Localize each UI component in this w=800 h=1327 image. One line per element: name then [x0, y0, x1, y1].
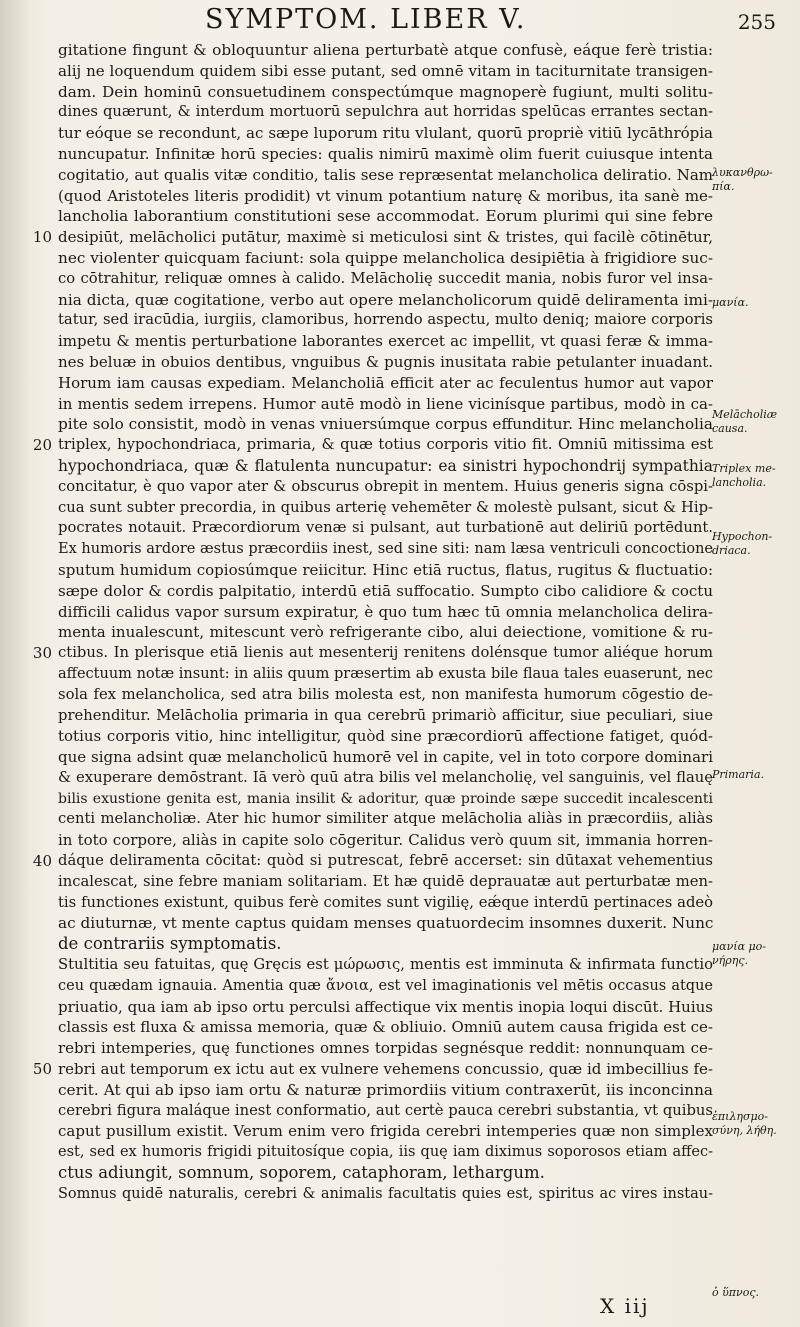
line-text: desipiūt, melācholici putātur, maximè si meticulosi sint & tristes, qui facilè cōtinētur, — [58, 228, 713, 247]
line-text: dáque deliramenta cōcitat: quòd si putrescat, febrē accerset: sin dūtaxat vehementius — [58, 852, 713, 870]
line-text: de contrariis symptomatis. — [58, 934, 282, 954]
line-text: nes beluæ in obuios dentibus, vnguibus & pugnis inusitata rabie petulanter inuadant. — [58, 352, 713, 371]
line-text: lancholia laborantium constitutioni sese accommodat. Eorum plurimi qui sine febre — [58, 207, 713, 226]
line-text: & exuperare demōstrant. Iā verò quū atra bilis vel melancholię, vel sanguinis, vel flauę — [58, 768, 713, 786]
text-line — [58, 206, 713, 227]
text-line — [58, 1038, 713, 1059]
text-line — [58, 809, 713, 830]
text-line — [58, 269, 713, 290]
line-text: pite solo consistit, modò in venas vniuersúmque corpus effunditur. Hinc melancholia — [58, 415, 713, 434]
text-line — [58, 165, 713, 186]
line-text: centi melancholiæ. Ater hic humor similiter atque melācholia aliàs in præcordiis, aliàs — [58, 810, 713, 828]
line-number: 30 — [32, 644, 52, 663]
line-text: est, sed ex humoris frigidi pituitosíque copia, iis quę iam diximus soporosos etiam affec- — [58, 1144, 713, 1161]
text-line — [32, 1059, 713, 1080]
line-text: dam. Dein hominū consuetudinem conspectúmque magnoperè fugiunt, multi solitu- — [58, 82, 713, 101]
text-line — [58, 622, 713, 643]
text-line — [58, 477, 713, 498]
text-line — [32, 851, 713, 872]
line-text: triplex, hypochondriaca, primaria, & quæ totius corporis vitio fit. Omniū mitissima est — [58, 436, 713, 454]
text-line — [58, 685, 713, 706]
line-text: in mentis sedem irrepens. Humor autē modò in liene vicinísque partibus, modò in ca- — [58, 394, 713, 413]
line-text: gitatione fingunt & obloquuntur aliena perturbatè atque confusè, eáque ferè tristia: — [58, 41, 713, 59]
text-line — [58, 726, 713, 747]
margin-note: σύνη, λήθη. — [712, 1124, 777, 1137]
text-line — [58, 934, 713, 955]
text-line — [58, 1184, 713, 1205]
line-text: cerit. At qui ab ipso iam ortu & naturæ primordiis vitium contraxerūt, iis inconcinna — [58, 1080, 713, 1099]
text-line — [58, 144, 713, 165]
text-line — [58, 123, 713, 144]
text-line — [58, 997, 713, 1018]
text-line — [58, 394, 713, 415]
line-text: rebri aut temporum ex ictu aut ex vulnere vehemens concussio, quæ id imbecillius fe- — [58, 1060, 713, 1079]
line-text: nec violenter quicquam faciunt: sola quippe melancholica desipiētia à frigidiore suc- — [58, 248, 713, 267]
text-line — [58, 414, 713, 435]
text-line — [58, 61, 713, 82]
text-line — [58, 498, 713, 519]
line-number: 40 — [32, 852, 52, 871]
line-text: alij ne loquendum quidem sibi esse putant, sed omnē vitam in taciturnitate transigen- — [58, 61, 713, 80]
line-text: sola fex melancholica, sed atra bilis molesta est, non manifesta humorum cōgestio de- — [58, 685, 713, 703]
line-text: totius corporis vitio, hinc intelligitur, quòd sine præcordiorū affectione fatiget, quód- — [58, 727, 713, 746]
margin-note: Primaria. — [712, 768, 764, 781]
line-text: ctibus. In plerisque etiā lienis aut mesenterij renitens dolénsque tumor aliéque horum — [58, 644, 713, 662]
line-text: caput pusillum existit. Verum enim vero frigida cerebri intemperies quæ non simplex — [58, 1122, 713, 1141]
line-text: co cōtrahitur, reliquæ omnes à calido. Melācholię succedit mania, nobis furor vel insa- — [58, 269, 713, 287]
line-text: classis est fluxa & amissa memoria, quæ & obliuio. Omniū autem causa frigida est ce- — [58, 1018, 713, 1037]
margin-note: Hypochon- — [712, 530, 773, 543]
text-line — [58, 331, 713, 352]
line-text: Stultitia seu fatuitas, quę Gręcis est μώρωσις, mentis est imminuta & infirmata functio — [58, 956, 713, 974]
line-number: 10 — [32, 228, 52, 247]
line-text: hypochondriaca, quæ & flatulenta nuncupatur: ea sinistri hypochondrij sympathia — [58, 456, 713, 475]
text-line — [58, 102, 713, 123]
line-text: cua sunt subter precordia, in quibus arterię vehemēter & molestè pulsant, sicut & Hip- — [58, 498, 713, 516]
text-line — [58, 290, 713, 311]
line-text: concitatur, è quo vapor ater & obscurus obrepit in mentem. Huius generis signa cōspi- — [58, 477, 713, 495]
text-line — [58, 830, 713, 851]
line-text: Horum iam causas expediam. Melancholiā efficit ater ac feculentus humor aut vapor — [58, 373, 713, 392]
text-line — [58, 747, 713, 768]
text-line — [58, 40, 713, 61]
line-text: tur eóque se recondunt, ac sæpe luporum ritu vlulant, quorū propriè vitiū lycāthrópia — [58, 124, 713, 143]
page-number: 255 — [737, 10, 776, 34]
text-line — [58, 539, 713, 560]
line-text: dines quærunt, & interdum mortuorū sepulchra aut horridas spelūcas errantes sectan- — [58, 103, 713, 121]
text-line — [32, 435, 713, 456]
margin-note: causa. — [712, 422, 748, 435]
text-line — [58, 1017, 713, 1038]
text-line — [58, 789, 713, 810]
line-text: nia dicta, quæ cogitatione, verbo aut opere melancholicorum quidē deliramenta imi- — [58, 290, 713, 309]
text-line — [58, 664, 713, 685]
text-line — [58, 1121, 713, 1142]
line-text: in toto corpore, aliàs in capite solo cōgeritur. Calidus verò quum sit, immania horren- — [58, 831, 713, 850]
text-line — [58, 913, 713, 934]
line-number: 50 — [32, 1060, 52, 1079]
margin-note: ὁ ὕπνος. — [712, 1286, 760, 1299]
line-text: pocrates notauit. Præcordiorum venæ si pulsant, aut turbationē aut deliriū portēdunt. — [58, 519, 713, 537]
margin-note: πία. — [712, 180, 735, 193]
margin-note: lancholia. — [712, 476, 767, 489]
text-line — [58, 456, 713, 477]
line-text: sæpe dolor & cordis palpitatio, interdū etiā suffocatio. Sumpto cibo calidiore & coctu — [58, 581, 713, 600]
page-header — [0, 4, 800, 44]
line-text: cerebri figura maláque inest conformatio, aut certè pauca cerebri substantia, vt quibus — [58, 1101, 713, 1119]
line-text: que signa adsint quæ melancholicū humorē vel in capite, vel in toto corpore dominari — [58, 748, 713, 767]
line-number: 20 — [32, 436, 52, 455]
text-line — [58, 518, 713, 539]
text-line — [58, 352, 713, 373]
text-line — [58, 248, 713, 269]
text-line — [32, 227, 713, 248]
line-text: rebri intemperies, quę functiones omnes torpidas segnésque reddit: nonnunquam ce- — [58, 1039, 713, 1058]
line-text: difficili calidus vapor sursum expiratur, è quo tum hæc tū omnia melancholica delira- — [58, 602, 713, 621]
margin-note: Melācholiæ — [712, 408, 778, 421]
text-line — [58, 893, 713, 914]
main-text — [32, 40, 714, 1205]
line-text: tatur, sed iracūdia, iurgiis, clamoribus, horrendo aspectu, multo deniq; maiore corporis — [58, 311, 713, 329]
text-line — [58, 186, 713, 207]
text-line — [32, 643, 713, 664]
text-line — [58, 1080, 713, 1101]
line-text: ac diuturnæ, vt mente captus quidam menses quatuordecim insomnes duxerit. Nunc — [58, 914, 714, 933]
line-text: ceu quædam ignauia. Amentia quæ ἄνοια, est vel imaginationis vel mētis occasus atque — [58, 977, 713, 994]
text-line — [58, 955, 713, 976]
margin-note: driaca. — [712, 544, 751, 557]
running-head: SYMPTOM. LIBER V. — [205, 4, 527, 35]
text-line — [58, 373, 713, 394]
line-text: bilis exustione genita est, mania insilit & adoritur, quæ proinde sæpe succedit incalescenti — [58, 790, 713, 807]
line-text: Ex humoris ardore æstus præcordiis inest, sed sine siti: nam læsa ventriculi concoctione — [58, 541, 713, 558]
text-line — [58, 872, 713, 893]
text-line — [58, 1163, 713, 1184]
signature-mark: X iij — [600, 1294, 650, 1318]
line-text: nuncupatur. Infinitæ horū species: qualis nimirū maximè olim fuerit cuiusque intenta — [58, 144, 713, 163]
line-text: menta inualescunt, mitescunt verò refrigerante cibo, alui deiectione, vomitione & ru- — [58, 623, 713, 642]
line-text: priuatio, qua iam ab ipso ortu perculsi affectique vix mentis inopia loqui discūt. Huius — [58, 997, 713, 1016]
text-line — [58, 602, 713, 623]
line-text: Somnus quidē naturalis, cerebri & animalis facultatis quies est, spiritus ac vires instau- — [58, 1185, 713, 1202]
line-text: (quod Aristoteles literis prodidit) vt vinum potantium naturę & moribus, ita sanè me- — [58, 186, 713, 205]
margin-note: Triplex me- — [712, 462, 776, 475]
text-line — [58, 706, 713, 727]
text-line — [58, 976, 713, 997]
margin-note: μανία. — [712, 296, 749, 309]
line-text: cogitatio, aut qualis vitæ conditio, talis sese repræsentat melancholica deliratio. Nam — [58, 165, 713, 184]
text-line — [58, 310, 713, 331]
line-text: sputum humidum copiosúmque reiicitur. Hinc etiā ructus, flatus, rugitus & fluctuatio: — [58, 560, 713, 579]
text-line — [58, 82, 713, 103]
line-text: impetu & mentis perturbatione laborantes exercet ac impellit, vt quasi feræ & imma- — [58, 332, 713, 351]
margin-note: λυκανθρω- — [712, 166, 773, 179]
text-line — [58, 1101, 713, 1122]
line-text: affectuum notæ insunt: in aliis quum præsertim ab exusta bile flaua tales euaserunt, nec — [58, 665, 713, 682]
line-text: incalescat, sine febre maniam solitariam. Et hæ quidē deprauatæ aut perturbatæ men- — [58, 872, 713, 890]
line-text: prehenditur. Melācholia primaria in qua cerebrū primariò afficitur, siue peculiari, siue — [58, 706, 713, 724]
text-line — [58, 560, 713, 581]
text-line — [58, 1142, 713, 1163]
text-line — [58, 581, 713, 602]
margin-note: ἐπιλησμο- — [712, 1110, 769, 1123]
line-text: tis functiones existunt, quibus ferè comites sunt vigilię, eǽque interdū pertinaces adeò — [58, 893, 713, 911]
margin-note: μανία μο- — [712, 940, 766, 953]
margin-note: νήρης. — [712, 954, 748, 967]
line-text: ctus adiungit, somnum, soporem, cataphoram, lethargum. — [58, 1163, 545, 1183]
text-line — [58, 768, 713, 789]
